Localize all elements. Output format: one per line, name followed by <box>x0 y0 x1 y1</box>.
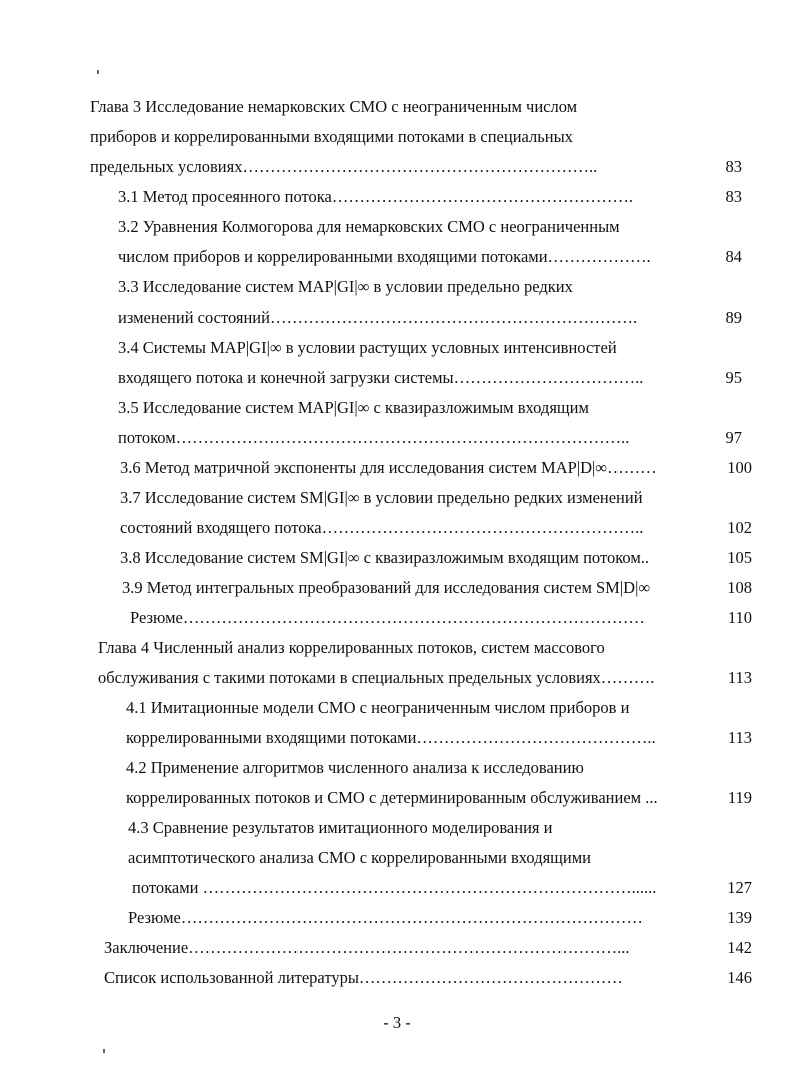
toc-summary-3-page: 110 <box>727 608 752 627</box>
toc-conclusion-page: 142 <box>727 938 752 957</box>
toc-section-3-7-line-2: состояний входящего потока………………………………………………….. <box>120 518 644 537</box>
toc-section-4-1-line-2: коррелированными входящими потоками…………………………………….. <box>126 728 656 747</box>
toc-section-3-5-line-2: потоком……………………………………………………………………….. <box>118 428 630 447</box>
toc-conclusion: Заключение……………………………………………………………………... <box>104 938 630 957</box>
toc-section-3-4-line-2: входящего потока и конечной загрузки системы…………………………….. <box>118 368 644 387</box>
scan-mark <box>97 70 99 74</box>
toc-section-3-9-page: 108 <box>727 578 752 597</box>
toc-section-4-1-page: 113 <box>727 728 752 747</box>
toc-section-4-3-line-3: потоками ……………………………………………………………………...... <box>132 878 657 897</box>
toc-section-3-8: 3.8 Исследование систем SM|GI|∞ с квазиразложимым входящим потоком.. <box>120 548 650 567</box>
toc-section-3-6: 3.6 Метод матричной экспоненты для исследования систем MAP|D|∞……… <box>120 458 657 477</box>
toc-chapter-3-page: 83 <box>725 157 742 176</box>
toc-section-3-6-page: 100 <box>727 458 752 477</box>
toc-references: Список использованной литературы………………………………………… <box>104 968 623 987</box>
toc-section-4-3-page: 127 <box>727 878 752 897</box>
toc-chapter-3-line-1: Глава 3 Исследование немарковских СМО с неограниченным числом <box>90 97 578 116</box>
toc-section-4-2-line-2: коррелированных потоков и СМО с детерминированным обслуживанием ... <box>126 788 658 807</box>
toc-section-3-2-line-1: 3.2 Уравнения Колмогорова для немарковских СМО с неограниченным <box>118 217 620 236</box>
toc-section-3-3-line-2: изменений состояний…………………………………………………………. <box>118 308 638 327</box>
toc-section-4-2-line-1: 4.2 Применение алгоритмов численного анализа к исследованию <box>126 758 584 777</box>
toc-section-3-8-page: 105 <box>727 548 752 567</box>
scan-mark <box>103 1049 105 1053</box>
toc-section-4-3-line-1: 4.3 Сравнение результатов имитационного моделирования и <box>128 818 553 837</box>
toc-references-page: 146 <box>727 968 752 987</box>
toc-section-4-3-line-2: асимптотического анализа СМО с коррелированными входящими <box>128 848 591 867</box>
toc-section-3-4-line-1: 3.4 Системы MAP|GI|∞ в условии растущих условных интенсивностей <box>118 338 617 357</box>
toc-summary-4: Резюме………………………………………………………………………… <box>128 908 643 927</box>
toc-chapter-3-line-2: приборов и коррелированными входящими потоками в специальных <box>90 127 573 146</box>
toc-section-3-5-line-1: 3.5 Исследование систем MAP|GI|∞ с квазиразложимым входящим <box>118 398 589 417</box>
toc-chapter-4-page: 113 <box>727 668 752 687</box>
toc-chapter-4-line-1: Глава 4 Численный анализ коррелированных потоков, систем массового <box>98 638 605 657</box>
toc-summary-3: Резюме………………………………………………………………………… <box>130 608 645 627</box>
toc-section-3-3-page: 89 <box>725 308 742 327</box>
toc-section-3-9: 3.9 Метод интегральных преобразований для исследования систем SM|D|∞ <box>122 578 651 597</box>
toc-chapter-3-line-3: предельных условиях……………………………………………………….. <box>90 157 598 176</box>
toc-section-3-1-page: 83 <box>725 187 742 206</box>
toc-chapter-4-line-2: обслуживания с такими потоками в специальных предельных условиях………. <box>98 668 655 687</box>
toc-section-4-2-page: 119 <box>727 788 752 807</box>
toc-section-3-5-page: 97 <box>725 428 742 447</box>
toc-section-3-2-page: 84 <box>725 247 742 266</box>
toc-section-3-4-page: 95 <box>725 368 742 387</box>
toc-section-3-7-line-1: 3.7 Исследование систем SM|GI|∞ в условии предельно редких изменений <box>120 488 643 507</box>
toc-section-3-3-line-1: 3.3 Исследование систем MAP|GI|∞ в условии предельно редких <box>118 277 573 296</box>
toc-section-3-2-line-2: числом приборов и коррелированными входящими потоками………………. <box>118 247 651 266</box>
toc-section-3-7-page: 102 <box>727 518 752 537</box>
toc-section-3-1: 3.1 Метод просеянного потока………………………………………………. <box>118 187 633 206</box>
page-number: - 3 - <box>383 1013 411 1032</box>
toc-summary-4-page: 139 <box>727 908 752 927</box>
toc-section-4-1-line-1: 4.1 Имитационные модели СМО с неограниченным числом приборов и <box>126 698 630 717</box>
